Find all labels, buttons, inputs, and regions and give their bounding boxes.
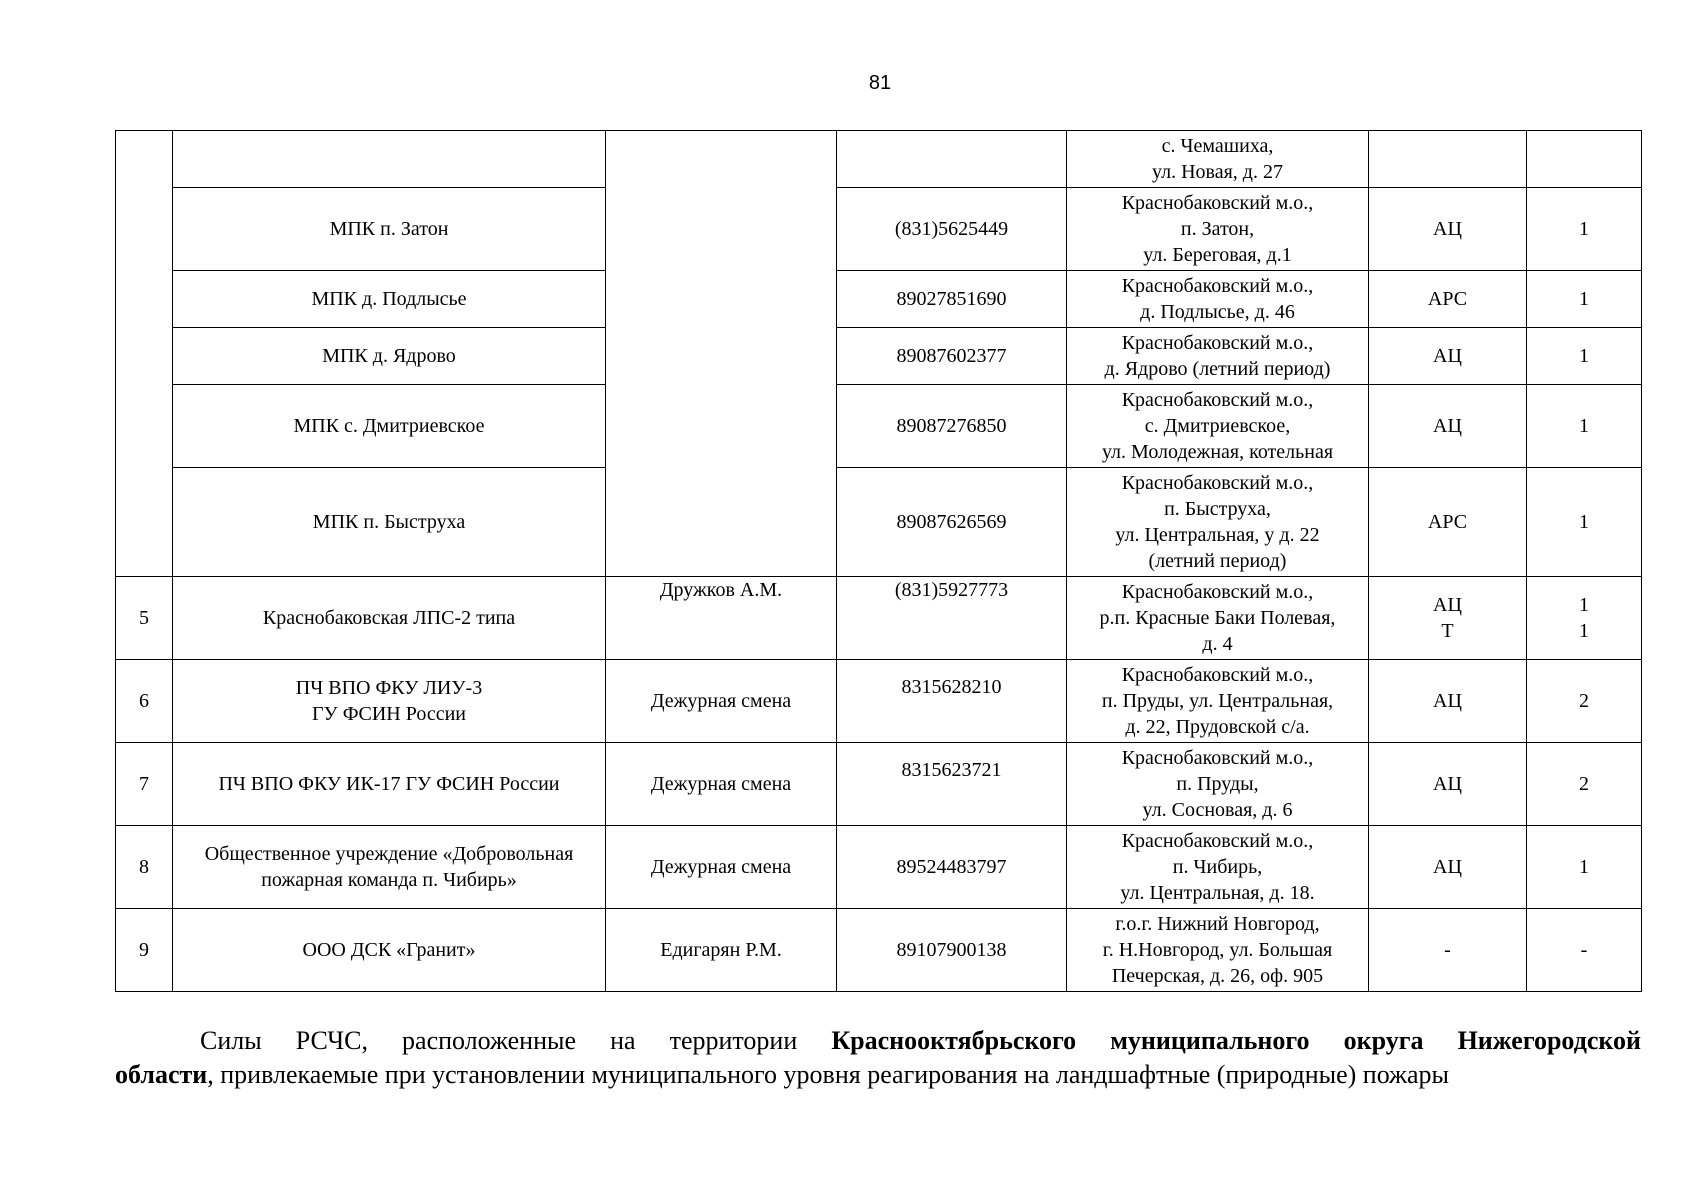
cell-num [116,328,173,385]
cell-num: 9 [116,909,173,992]
cell-num: 6 [116,660,173,743]
cell-address: Краснобаковский м.о., п. Пруды, ул. Центральная, д. 22, Прудовской с/а. [1067,660,1369,743]
cell-address: Краснобаковский м.о., с. Дмитриевское, ул. Молодежная, котельная [1067,385,1369,468]
heading-line-2: области, привлекаемые при установлении муниципального уровня реагирования на ландшафтные (природные) пожары [115,1060,1450,1089]
cell-phone: 89524483797 [837,826,1067,909]
cell-phone: 89027851690 [837,271,1067,328]
cell-address: Краснобаковский м.о., д. Ядрово (летний период) [1067,328,1369,385]
cell-count: 1 [1527,271,1642,328]
section-heading [115,1024,1641,1092]
cell-name: МПК д. Подлысье [173,271,606,328]
cell-num [116,385,173,468]
cell-num [116,468,173,577]
cell-address: Краснобаковский м.о., п. Пруды, ул. Сосновая, д. 6 [1067,743,1369,826]
cell-head [606,131,837,577]
table-row [116,271,1642,328]
cell-name: ООО ДСК «Гранит» [173,909,606,992]
cell-num [116,188,173,271]
cell-phone [837,131,1067,188]
cell-num: 5 [116,577,173,660]
cell-address: с. Чемашиха, ул. Новая, д. 27 [1067,131,1369,188]
cell-head: Дежурная смена [606,660,837,743]
cell-count: 1 [1527,385,1642,468]
cell-num: 7 [116,743,173,826]
cell-phone: 89107900138 [837,909,1067,992]
cell-head: Дежурная смена [606,743,837,826]
cell-name: ПЧ ВПО ФКУ ИК-17 ГУ ФСИН России [173,743,606,826]
table-row [116,385,1642,468]
cell-equipment: АЦ [1369,660,1527,743]
cell-head: Едигарян Р.М. [606,909,837,992]
cell-count: 1 [1527,188,1642,271]
cell-count [1527,131,1642,188]
cell-equipment: - [1369,909,1527,992]
cell-name: Общественное учреждение «Добровольная пожарная команда п. Чибирь» [173,826,606,909]
cell-num [116,131,173,188]
cell-address: Краснобаковский м.о., п. Быструха, ул. Центральная, у д. 22 (летний период) [1067,468,1369,577]
cell-num [116,271,173,328]
cell-count: - [1527,909,1642,992]
heading-line-1: Силы РСЧС, расположенные на территории Краснооктябрьского муниципального округа Нижегородской [200,1026,1641,1055]
cell-name: МПК п. Быструха [173,468,606,577]
cell-count: 1 [1527,826,1642,909]
page-number: 81 [868,72,892,94]
table-row [116,577,1642,660]
forces-table [115,130,1642,992]
cell-address: г.о.г. Нижний Новгород, г. Н.Новгород, ул. Большая Печерская, д. 26, оф. 905 [1067,909,1369,992]
cell-count: 2 [1527,743,1642,826]
table-row [116,188,1642,271]
cell-equipment: АРС [1369,468,1527,577]
cell-head: Дружков А.М. [606,577,837,660]
cell-name: МПК п. Затон [173,188,606,271]
cell-phone: 89087626569 [837,468,1067,577]
cell-phone: 8315623721 [837,743,1067,826]
cell-equipment: АРС [1369,271,1527,328]
cell-phone: 8315628210 [837,660,1067,743]
table-row [116,909,1642,992]
cell-phone: (831)5625449 [837,188,1067,271]
cell-count: 1 [1527,328,1642,385]
cell-address: Краснобаковский м.о., п. Чибирь, ул. Центральная, д. 18. [1067,826,1369,909]
table-row [116,468,1642,577]
cell-num: 8 [116,826,173,909]
cell-equipment: АЦ [1369,826,1527,909]
cell-phone: 89087276850 [837,385,1067,468]
table-row [116,743,1642,826]
table-row [116,328,1642,385]
table-row [116,660,1642,743]
cell-address: Краснобаковский м.о., д. Подлысье, д. 46 [1067,271,1369,328]
cell-count: 1 1 [1527,577,1642,660]
cell-name: Краснобаковская ЛПС-2 типа [173,577,606,660]
cell-name: МПК с. Дмитриевское [173,385,606,468]
cell-phone: 89087602377 [837,328,1067,385]
cell-equipment: АЦ Т [1369,577,1527,660]
cell-count: 2 [1527,660,1642,743]
cell-equipment: АЦ [1369,188,1527,271]
cell-head: Дежурная смена [606,826,837,909]
cell-name [173,131,606,188]
cell-count: 1 [1527,468,1642,577]
cell-name: ПЧ ВПО ФКУ ЛИУ-3 ГУ ФСИН России [173,660,606,743]
cell-equipment: АЦ [1369,328,1527,385]
cell-equipment [1369,131,1527,188]
cell-phone: (831)5927773 [837,577,1067,660]
cell-equipment: АЦ [1369,743,1527,826]
cell-name: МПК д. Ядрово [173,328,606,385]
table-row [116,826,1642,909]
cell-address: Краснобаковский м.о., р.п. Красные Баки Полевая, д. 4 [1067,577,1369,660]
cell-equipment: АЦ [1369,385,1527,468]
table-row [116,131,1642,188]
cell-address: Краснобаковский м.о., п. Затон, ул. Береговая, д.1 [1067,188,1369,271]
